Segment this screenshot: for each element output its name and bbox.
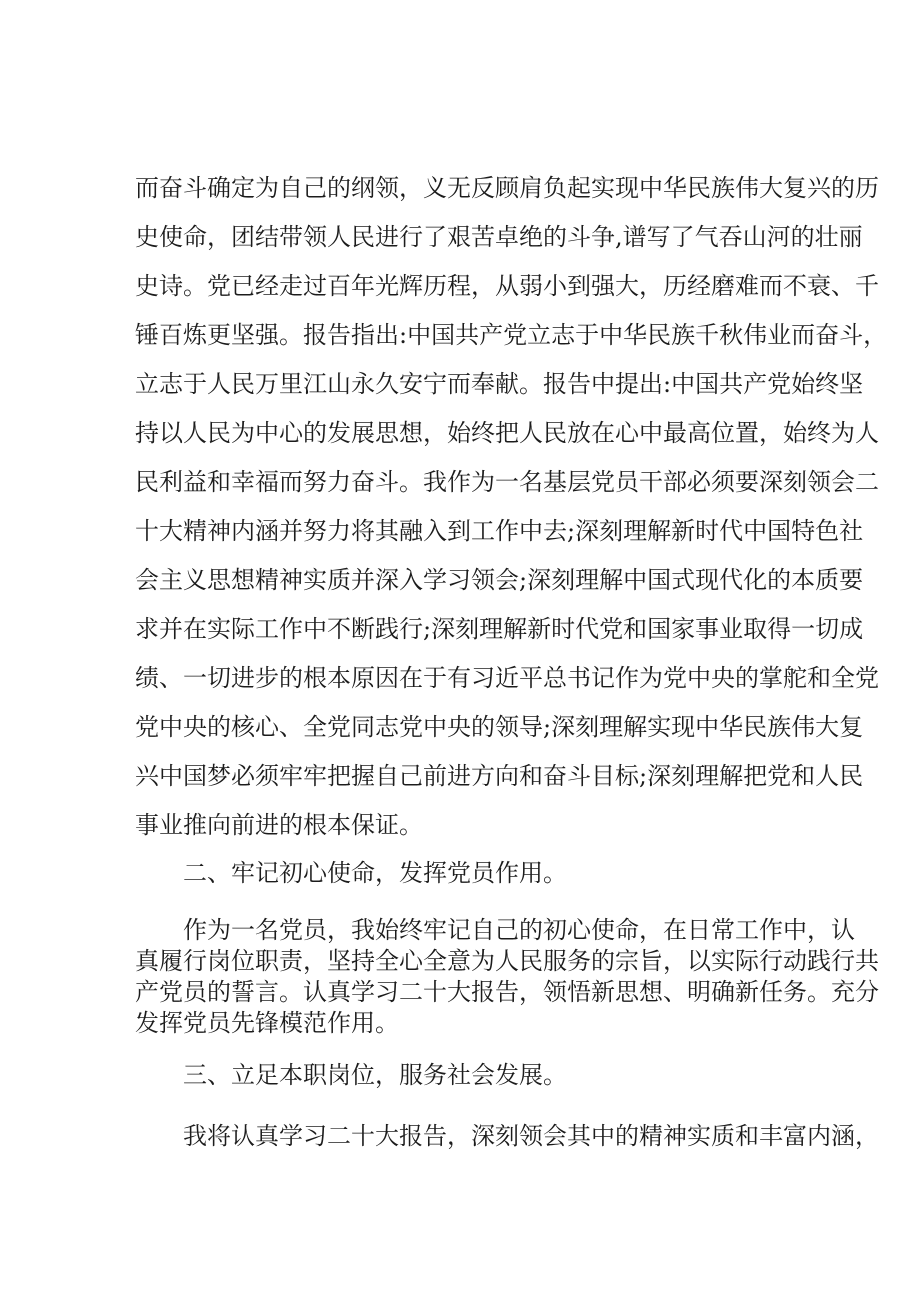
paragraph-2-line-1: 作为一名党员，我始终牢记自己的初心使命，在日常工作中，认 [183, 916, 855, 944]
section-heading-2: 二、牢记初心使命，发挥党员作用。 [183, 859, 567, 887]
paragraph-1-line-12: 党中央的核心、全党同志党中央的领导;深刻理解实现中华民族伟大复 [135, 713, 864, 741]
paragraph-1-line-1: 而奋斗确定为自己的纲领，义无反顾肩负起实现中华民族伟大复兴的历 [135, 174, 879, 202]
paragraph-2-line-3: 产党员的誓言。认真学习二十大报告，领悟新思想、明确新任务。充分 [135, 978, 879, 1006]
paragraph-1-line-4: 锤百炼更坚强。报告指出:中国共产党立志于中华民族千秋伟业而奋斗， [135, 321, 888, 349]
paragraph-1-line-7: 民利益和幸福而努力奋斗。我作为一名基层党员干部必须要深刻领会二 [135, 468, 879, 496]
paragraph-1-line-14: 事业推向前进的根本保证。 [135, 811, 423, 839]
paragraph-1-line-8: 十大精神内涵并努力将其融入到工作中去;深刻理解新时代中国特色社 [135, 517, 864, 545]
paragraph-1-line-2: 史使命，团结带领人民进行了艰苦卓绝的斗争,谱写了气吞山河的壮丽 [135, 223, 863, 251]
paragraph-1-line-13: 兴中国梦必须牢牢把握自己前进方向和奋斗目标;深刻理解把党和人民 [135, 762, 864, 790]
paragraph-1-line-10: 求并在实际工作中不断践行;深刻理解新时代党和国家事业取得一切成 [135, 615, 864, 643]
paragraph-1-line-6: 持以人民为中心的发展思想，始终把人民放在心中最高位置，始终为人 [135, 419, 879, 447]
paragraph-2-line-4: 发挥党员先锋模范作用。 [135, 1009, 399, 1037]
paragraph-1-line-5: 立志于人民万里江山永久安宁而奉献。报告中提出:中国共产党始终坚 [135, 370, 864, 398]
paragraph-1-line-11: 绩、一切进步的根本原因在于有习近平总书记作为党中央的掌舵和全党 [135, 664, 879, 692]
paragraph-1-line-3: 史诗。党已经走过百年光辉历程，从弱小到强大，历经磨难而不衰、千 [135, 272, 879, 300]
section-heading-3: 三、立足本职岗位，服务社会发展。 [183, 1061, 567, 1089]
paragraph-1-line-9: 会主义思想精神实质并深入学习领会;深刻理解中国式现代化的本质要 [135, 566, 864, 594]
paragraph-2-line-2: 真履行岗位职责，坚持全心全意为人民服务的宗旨，以实际行动践行共 [135, 947, 879, 975]
paragraph-3-line-1: 我将认真学习二十大报告，深刻领会其中的精神实质和丰富内涵， [183, 1122, 879, 1150]
